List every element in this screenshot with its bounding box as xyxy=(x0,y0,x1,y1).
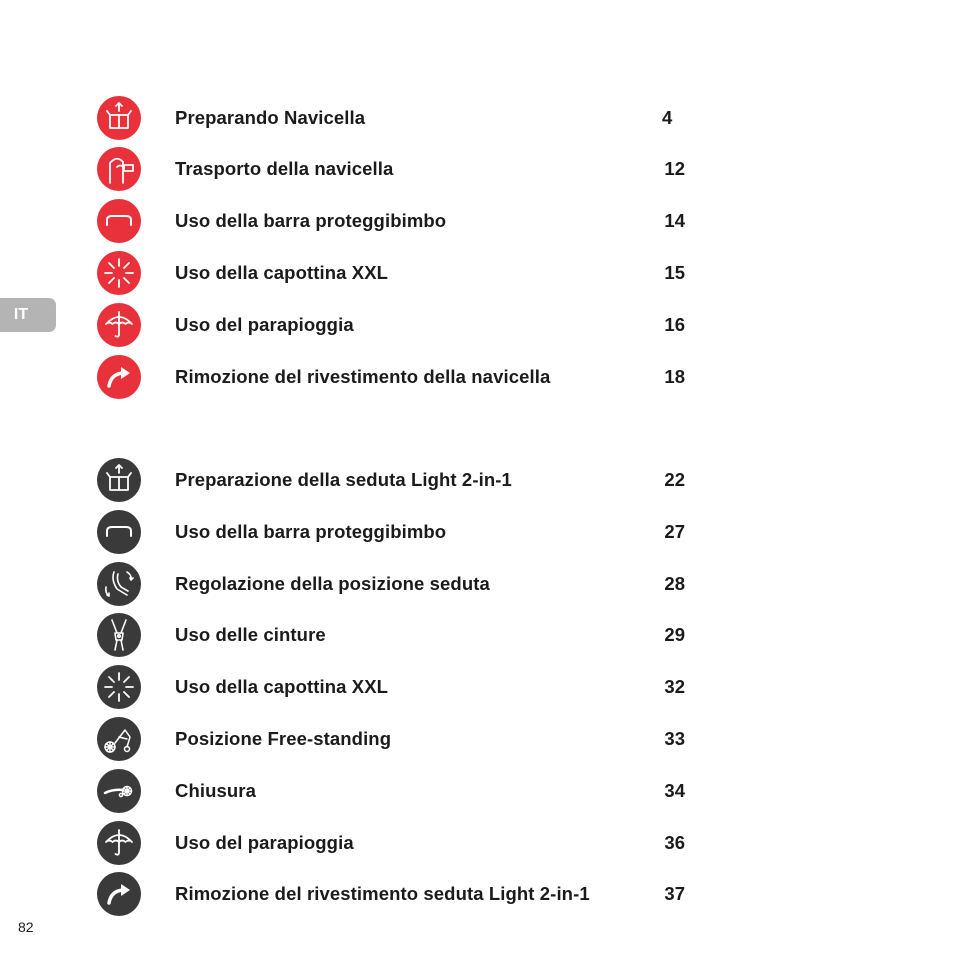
entry-title: Uso della barra proteggibimbo xyxy=(175,521,447,542)
entry-title: Uso del parapioggia xyxy=(175,314,354,335)
entry-title: Rimozione del rivestimento della navicella xyxy=(175,366,551,387)
entry-page: 34 xyxy=(664,780,685,801)
entry-page: 15 xyxy=(664,262,685,283)
unbox-icon xyxy=(97,458,141,502)
entry-title: Posizione Free-standing xyxy=(175,728,392,749)
entry-page: 32 xyxy=(664,676,685,697)
entry-page: 12 xyxy=(664,158,685,179)
language-tab[interactable] xyxy=(0,298,56,332)
toc-entry[interactable] xyxy=(97,769,717,813)
toc-entry[interactable] xyxy=(97,355,717,399)
toc-entry[interactable] xyxy=(97,821,717,865)
curved-arrow-icon xyxy=(97,872,141,916)
entry-title: Regolazione della posizione seduta xyxy=(175,573,490,594)
toc-entry[interactable] xyxy=(97,199,717,243)
entry-title: Uso del parapioggia xyxy=(175,832,354,853)
umbrella-icon xyxy=(97,303,141,347)
toc-entry[interactable] xyxy=(97,147,717,191)
toc-entry[interactable] xyxy=(97,665,717,709)
entry-title: Uso delle cinture xyxy=(175,624,326,645)
seat-recline-icon xyxy=(97,562,141,606)
entry-title: Trasporto della navicella xyxy=(175,158,394,179)
umbrella-icon xyxy=(97,821,141,865)
entry-page: 14 xyxy=(664,210,685,231)
folded-stroller-icon xyxy=(97,769,141,813)
sun-canopy-icon xyxy=(97,665,141,709)
language-tab-label: IT xyxy=(13,306,29,323)
bumper-bar-icon xyxy=(97,199,141,243)
harness-icon xyxy=(97,613,141,657)
toc-entry[interactable] xyxy=(97,303,717,347)
entry-page: 22 xyxy=(664,469,685,490)
entry-page: 29 xyxy=(664,624,685,645)
entry-page: 18 xyxy=(664,366,685,387)
entry-page: 4 xyxy=(662,107,673,128)
entry-page: 27 xyxy=(664,521,685,542)
entry-page: 37 xyxy=(664,883,685,904)
toc-entry[interactable] xyxy=(97,458,717,502)
toc-entry[interactable] xyxy=(97,562,717,606)
entry-title: Preparando Navicella xyxy=(175,107,366,128)
toc-entry[interactable] xyxy=(97,251,717,295)
entry-title: Preparazione della seduta Light 2-in-1 xyxy=(175,469,512,490)
curved-arrow-icon xyxy=(97,355,141,399)
toc-entry[interactable] xyxy=(97,96,717,140)
entry-title: Uso della barra proteggibimbo xyxy=(175,210,447,231)
page-number: 82 xyxy=(18,919,34,935)
entry-page: 33 xyxy=(664,728,685,749)
unbox-icon xyxy=(97,96,141,140)
entry-page: 16 xyxy=(664,314,685,335)
toc-entry[interactable] xyxy=(97,510,717,554)
entry-title: Uso della capottina XXL xyxy=(175,262,389,283)
toc-entry[interactable] xyxy=(97,872,717,916)
toc-entry[interactable] xyxy=(97,613,717,657)
free-standing-stroller-icon xyxy=(97,717,141,761)
entry-title: Chiusura xyxy=(175,780,256,801)
entry-title: Rimozione del rivestimento seduta Light 2-in-1 xyxy=(175,883,590,904)
toc-entry[interactable] xyxy=(97,717,717,761)
sun-canopy-icon xyxy=(97,251,141,295)
bumper-bar-icon xyxy=(97,510,141,554)
entry-title: Uso della capottina XXL xyxy=(175,676,389,697)
carry-handle-icon xyxy=(97,147,141,191)
entry-page: 36 xyxy=(664,832,685,853)
entry-page: 28 xyxy=(664,573,685,594)
